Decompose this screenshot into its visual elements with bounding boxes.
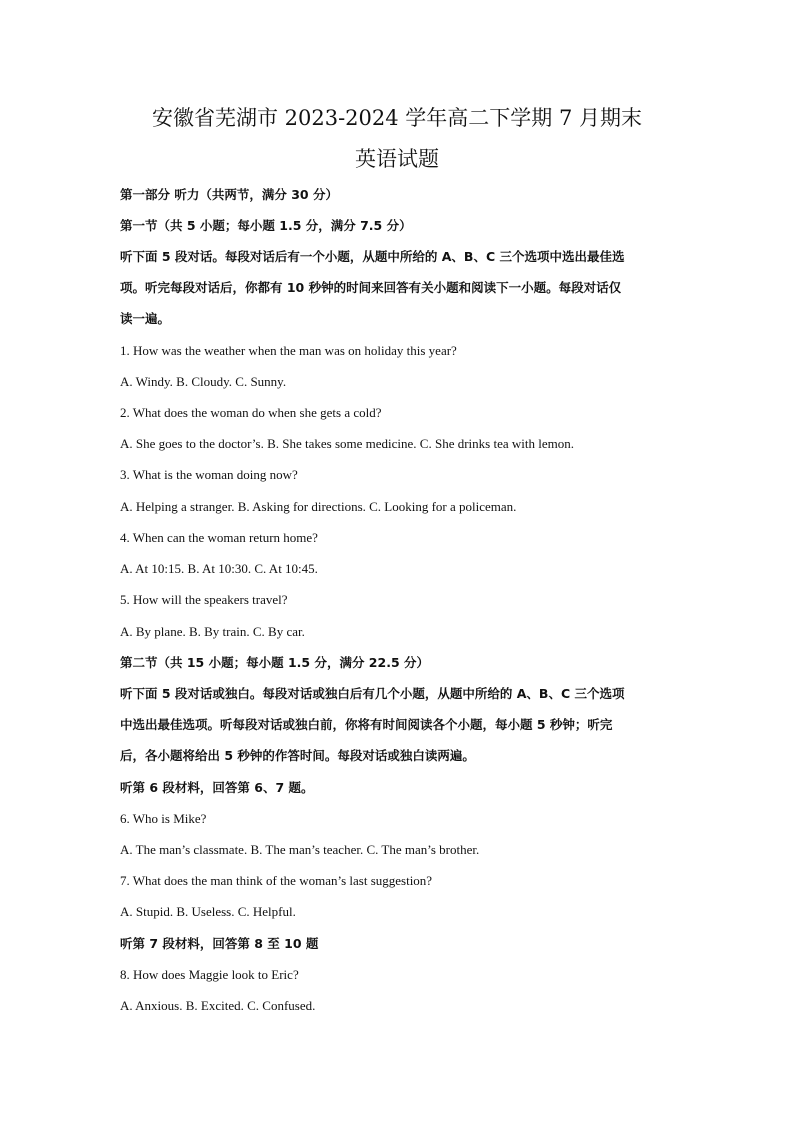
question-1-options: A. Windy. B. Cloudy. C. Sunny. [120, 374, 287, 389]
question-5: 5. How will the speakers travel? [120, 592, 288, 607]
question-8: 8. How does Maggie look to Eric? [120, 967, 299, 982]
page-title: 安徽省芜湖市 2023-2024 学年高二下学期 7 月期末 [151, 106, 643, 130]
question-3: 3. What is the woman doing now? [120, 467, 298, 482]
material-6-heading: 听第 6 段材料，回答第 6、7 题。 [120, 780, 314, 795]
question-4: 4. When can the woman return home? [120, 530, 318, 545]
question-2-options: A. She goes to the doctor’s. B. She takes some medicine. C. She drinks tea with lemon. [120, 436, 574, 451]
question-6: 6. Who is Mike? [120, 811, 207, 826]
question-3-options: A. Helping a stranger. B. Asking for directions. C. Looking for a policeman. [120, 499, 517, 514]
section1-instructions-line-3: 读一遍。 [120, 311, 171, 326]
section2-instructions-line-3: 后，各小题将给出 5 秒钟的作答时间。每段对话或独白读两遍。 [120, 748, 475, 763]
question-7-options: A. Stupid. B. Useless. C. Helpful. [120, 904, 296, 919]
question-1: 1. How was the weather when the man was on holiday this year? [120, 343, 457, 358]
section2-heading: 第二节（共 15 小题；每小题 1.5 分，满分 22.5 分） [120, 655, 429, 670]
question-5-options: A. By plane. B. By train. C. By car. [120, 624, 305, 639]
page-subtitle: 英语试题 [355, 147, 439, 171]
question-6-options: A. The man’s classmate. B. The man’s teacher. C. The man’s brother. [120, 842, 480, 857]
question-7: 7. What does the man think of the woman’s last suggestion? [120, 873, 433, 888]
part1-heading: 第一部分 听力（共两节，满分 30 分） [120, 187, 338, 202]
section1-instructions-line-1: 听下面 5 段对话。每段对话后有一个小题，从题中所给的 A、B、C 三个选项中选出最佳选 [120, 249, 625, 264]
section1-instructions-line-2: 项。听完每段对话后，你都有 10 秒钟的时间来回答有关小题和阅读下一小题。每段对话仅 [120, 280, 622, 295]
question-2: 2. What does the woman do when she gets a cold? [120, 405, 382, 420]
section2-instructions-line-1: 听下面 5 段对话或独白。每段对话或独白后有几个小题，从题中所给的 A、B、C 三个选项 [120, 686, 625, 701]
section2-instructions-line-2: 中选出最佳选项。听每段对话或独白前，你将有时间阅读各个小题，每小题 5 秒钟；听完 [120, 717, 613, 732]
question-8-options: A. Anxious. B. Excited. C. Confused. [120, 998, 316, 1013]
question-4-options: A. At 10:15. B. At 10:30. C. At 10:45. [120, 561, 318, 576]
material-7-heading: 听第 7 段材料，回答第 8 至 10 题 [120, 936, 319, 951]
section1-heading: 第一节（共 5 小题；每小题 1.5 分，满分 7.5 分） [120, 218, 412, 233]
